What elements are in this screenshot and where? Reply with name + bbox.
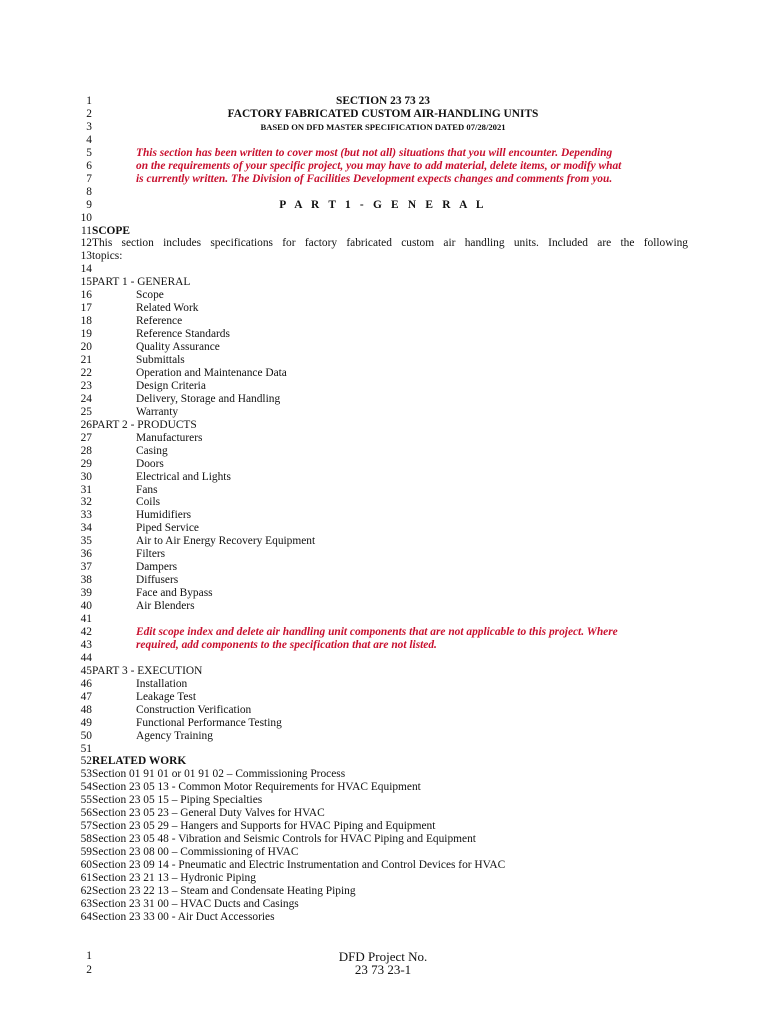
- toc-item: Delivery, Storage and Handling: [136, 392, 281, 405]
- toc-item: Construction Verification: [136, 703, 252, 716]
- document-line: [78, 237, 688, 250]
- part-3-label: PART 3 - EXECUTION: [92, 664, 203, 677]
- line-number: 11: [81, 224, 92, 237]
- line-number: 59: [80, 846, 92, 859]
- part-2-label: PART 2 - PRODUCTS: [92, 418, 197, 431]
- line-number: 13: [80, 250, 92, 263]
- line-number: 64: [80, 910, 92, 923]
- line-number: 42: [80, 625, 92, 638]
- section-number: SECTION 23 73 23: [336, 95, 430, 107]
- related-work-item: Section 23 09 14 - Pneumatic and Electric Instrumentation and Control Devices for HVAC: [92, 859, 506, 871]
- line-number: 61: [80, 872, 92, 884]
- toc-item: Electrical and Lights: [136, 470, 231, 483]
- document-line: [78, 419, 688, 432]
- toc-item: Operation and Maintenance Data: [136, 366, 287, 379]
- line-number: 9: [86, 198, 92, 211]
- line-number: 20: [80, 341, 92, 353]
- document-line: [78, 574, 688, 587]
- document-line: [78, 898, 688, 911]
- document-line: [78, 626, 688, 639]
- scope-heading: SCOPE: [92, 224, 130, 237]
- line-number: 18: [80, 315, 92, 328]
- line-number: 16: [80, 289, 92, 302]
- document-line: [78, 354, 688, 367]
- line-number: 2: [86, 108, 92, 120]
- document-subtitle: BASED ON DFD MASTER SPECIFICATION DATED 07/28/2021: [260, 121, 506, 132]
- line-number: 52: [80, 755, 92, 768]
- editor-note-line: on the requirements of your specific project, you may have to add material, delete items, or modify what: [136, 159, 622, 172]
- toc-item: Installation: [136, 677, 188, 690]
- document-line: [78, 743, 688, 756]
- related-work-heading: RELATED WORK: [92, 755, 187, 768]
- document-line: [78, 263, 688, 276]
- footer-line-number: 2: [86, 964, 92, 976]
- document-line: [78, 911, 688, 924]
- document-line: [78, 147, 688, 160]
- line-number: 8: [86, 185, 92, 198]
- line-number: 12: [80, 237, 92, 250]
- related-work-item: Section 01 91 01 or 01 91 02 – Commissioning Process: [92, 768, 346, 781]
- document-line: [78, 95, 688, 108]
- document-line: [78, 548, 688, 561]
- line-number: 46: [80, 677, 92, 690]
- document-line: [78, 173, 688, 186]
- line-number: 49: [80, 716, 92, 729]
- line-number: 19: [80, 328, 92, 341]
- toc-item: Fans: [136, 483, 158, 496]
- line-number: 55: [80, 794, 92, 807]
- toc-item: Functional Performance Testing: [136, 716, 282, 729]
- toc-item: Reference Standards: [136, 328, 230, 341]
- document-line: [78, 833, 688, 846]
- line-number: 14: [80, 263, 92, 276]
- document-line: [78, 212, 688, 225]
- line-number: 48: [80, 703, 92, 716]
- document-line: [78, 704, 688, 717]
- line-number: 37: [80, 561, 92, 574]
- document-line: [78, 717, 688, 730]
- line-number: 38: [80, 574, 92, 587]
- document-line: [78, 859, 688, 872]
- document-line: [78, 781, 688, 794]
- editor-note-line: required, add components to the specification that are not listed.: [136, 638, 437, 651]
- related-work-item: Section 23 05 48 - Vibration and Seismic Controls for HVAC Piping and Equipment: [92, 833, 476, 846]
- editor-note-line: is currently written. The Division of Facilities Development expects changes and comments from you.: [136, 172, 613, 185]
- toc-item: Piped Service: [136, 522, 199, 535]
- line-number: 29: [80, 457, 92, 470]
- part-heading: P A R T 1 - G E N E R A L: [279, 198, 487, 211]
- related-work-item: Section 23 05 13 - Common Motor Requirements for HVAC Equipment: [92, 781, 421, 794]
- line-number: 17: [80, 302, 92, 315]
- toc-item: Leakage Test: [136, 690, 197, 703]
- editor-note-line: Edit scope index and delete air handling unit components that are not applicable to this project. Where: [136, 625, 618, 638]
- line-number: 39: [80, 587, 92, 600]
- document-title: FACTORY FABRICATED CUSTOM AIR-HANDLING UNITS: [227, 108, 539, 120]
- line-number: 51: [80, 742, 92, 755]
- toc-item: Coils: [136, 496, 161, 509]
- line-number: 40: [80, 600, 92, 612]
- part-1-label: PART 1 - GENERAL: [92, 276, 191, 289]
- line-number: 10: [80, 211, 92, 224]
- toc-item: Casing: [136, 444, 168, 457]
- line-number: 35: [80, 535, 92, 548]
- toc-item: Related Work: [136, 302, 199, 315]
- line-number: 23: [80, 379, 92, 392]
- document-line: [78, 367, 688, 380]
- document-line: [78, 691, 688, 704]
- document-line: [78, 872, 688, 885]
- document-line: [78, 807, 688, 820]
- line-number: 31: [80, 483, 92, 496]
- toc-item: Filters: [136, 548, 166, 561]
- toc-item: Face and Bypass: [136, 587, 213, 600]
- toc-item: Warranty: [136, 405, 179, 418]
- line-number: 63: [80, 897, 92, 910]
- document-line: [78, 496, 688, 509]
- document-line: [78, 121, 688, 134]
- related-work-item: Section 23 05 29 – Hangers and Supports for HVAC Piping and Equipment: [92, 820, 436, 833]
- related-work-item: Section 23 22 13 – Steam and Condensate Heating Piping: [92, 884, 356, 897]
- line-number: 27: [80, 431, 92, 444]
- document-line: [78, 561, 688, 574]
- document-line: [78, 484, 688, 497]
- line-number: 57: [80, 820, 92, 833]
- document-line: [78, 755, 688, 768]
- related-work-item: Section 23 31 00 – HVAC Ducts and Casings: [92, 897, 299, 910]
- toc-item: Air to Air Energy Recovery Equipment: [136, 535, 316, 548]
- line-number: 54: [80, 781, 92, 794]
- document-line: [78, 406, 688, 419]
- line-number: 33: [80, 509, 92, 522]
- line-number: 47: [80, 690, 92, 703]
- toc-item: Humidifiers: [136, 509, 192, 522]
- related-work-item: Section 23 05 23 – General Duty Valves for HVAC: [92, 807, 325, 820]
- footer-page-number: 23 73 23-1: [354, 962, 412, 977]
- document-line: [78, 600, 688, 613]
- line-number: 6: [86, 159, 92, 172]
- line-number: 30: [80, 470, 92, 483]
- related-work-item: Section 23 21 13 – Hydronic Piping: [92, 872, 256, 884]
- document-line: [78, 289, 688, 302]
- document-line: [78, 794, 688, 807]
- document-line: [78, 885, 688, 898]
- document-line: [78, 846, 688, 859]
- document-line: [78, 458, 688, 471]
- document-line: [78, 509, 688, 522]
- document-line: [78, 678, 688, 691]
- toc-item: Agency Training: [136, 729, 213, 742]
- line-number: 44: [80, 651, 92, 664]
- line-number: 62: [80, 884, 92, 897]
- document-line: [78, 199, 688, 212]
- document-line: [78, 276, 688, 289]
- toc-item: Quality Assurance: [136, 341, 220, 353]
- scope-text-line: This section includes specifications for factory fabricated custom air handling units. Included are the following: [92, 237, 688, 250]
- related-work-item: Section 23 33 00 - Air Duct Accessories: [92, 910, 275, 923]
- document-line: [78, 820, 688, 833]
- line-number: 60: [80, 859, 92, 871]
- line-number: 53: [80, 768, 92, 781]
- document-line: [78, 302, 688, 315]
- document-line: [78, 393, 688, 406]
- toc-item: Diffusers: [136, 574, 179, 587]
- document-line: [78, 639, 688, 652]
- document-line: [78, 328, 688, 341]
- line-number: 25: [80, 405, 92, 418]
- document-line: [78, 160, 688, 173]
- line-number: 36: [80, 548, 92, 561]
- toc-item: Submittals: [136, 354, 185, 366]
- document-line: [78, 768, 688, 781]
- document-line: [78, 108, 688, 121]
- line-number: 58: [80, 833, 92, 846]
- editor-note-line: This section has been written to cover most (but not all) situations that you will encounter. Depending: [136, 146, 613, 159]
- document-line: [78, 730, 688, 743]
- document-line: [78, 315, 688, 328]
- related-work-item: Section 23 08 00 – Commissioning of HVAC: [92, 846, 299, 859]
- toc-item: Reference: [136, 315, 183, 328]
- document-line: [78, 535, 688, 548]
- line-number: 41: [80, 613, 92, 625]
- line-number: 5: [86, 146, 92, 159]
- document-line: [78, 134, 688, 147]
- line-number: 50: [80, 729, 92, 742]
- footer-line-number: 1: [86, 950, 92, 962]
- document-line: [78, 341, 688, 354]
- line-number: 26: [80, 418, 92, 431]
- line-number: 1: [86, 95, 92, 107]
- document-line: [78, 225, 688, 238]
- document-line: [78, 186, 688, 199]
- line-number: 24: [80, 392, 92, 405]
- document-line: [78, 471, 688, 484]
- document-line: [78, 522, 688, 535]
- toc-item: Doors: [136, 457, 164, 470]
- document-line: [78, 665, 688, 678]
- related-work-item: Section 23 05 15 – Piping Specialties: [92, 794, 263, 807]
- line-number: 7: [86, 172, 92, 185]
- document-line: [78, 380, 688, 393]
- line-number: 4: [86, 133, 92, 146]
- line-number: 45: [80, 664, 92, 677]
- toc-item: Scope: [136, 289, 164, 302]
- line-number: 32: [80, 496, 92, 509]
- page-footer: [78, 950, 688, 978]
- line-number: 43: [80, 638, 92, 651]
- document-line: [78, 445, 688, 458]
- document-line: [78, 652, 688, 665]
- line-number: 21: [80, 354, 92, 366]
- line-number: 15: [80, 276, 92, 289]
- line-number: 28: [80, 444, 92, 457]
- line-number: 34: [80, 522, 92, 535]
- document-line: [78, 587, 688, 600]
- toc-item: Air Blenders: [136, 600, 195, 612]
- line-number: 22: [80, 366, 92, 379]
- footer-project-label: DFD Project No.: [338, 949, 428, 964]
- document-line: [78, 613, 688, 626]
- scope-text-line: topics:: [92, 250, 123, 263]
- line-number: 56: [80, 807, 92, 820]
- toc-item: Dampers: [136, 561, 178, 574]
- toc-item: Manufacturers: [136, 431, 203, 444]
- document-line: [78, 250, 688, 263]
- toc-item: Design Criteria: [136, 379, 206, 392]
- line-number: 3: [86, 120, 92, 133]
- document-line: [78, 432, 688, 445]
